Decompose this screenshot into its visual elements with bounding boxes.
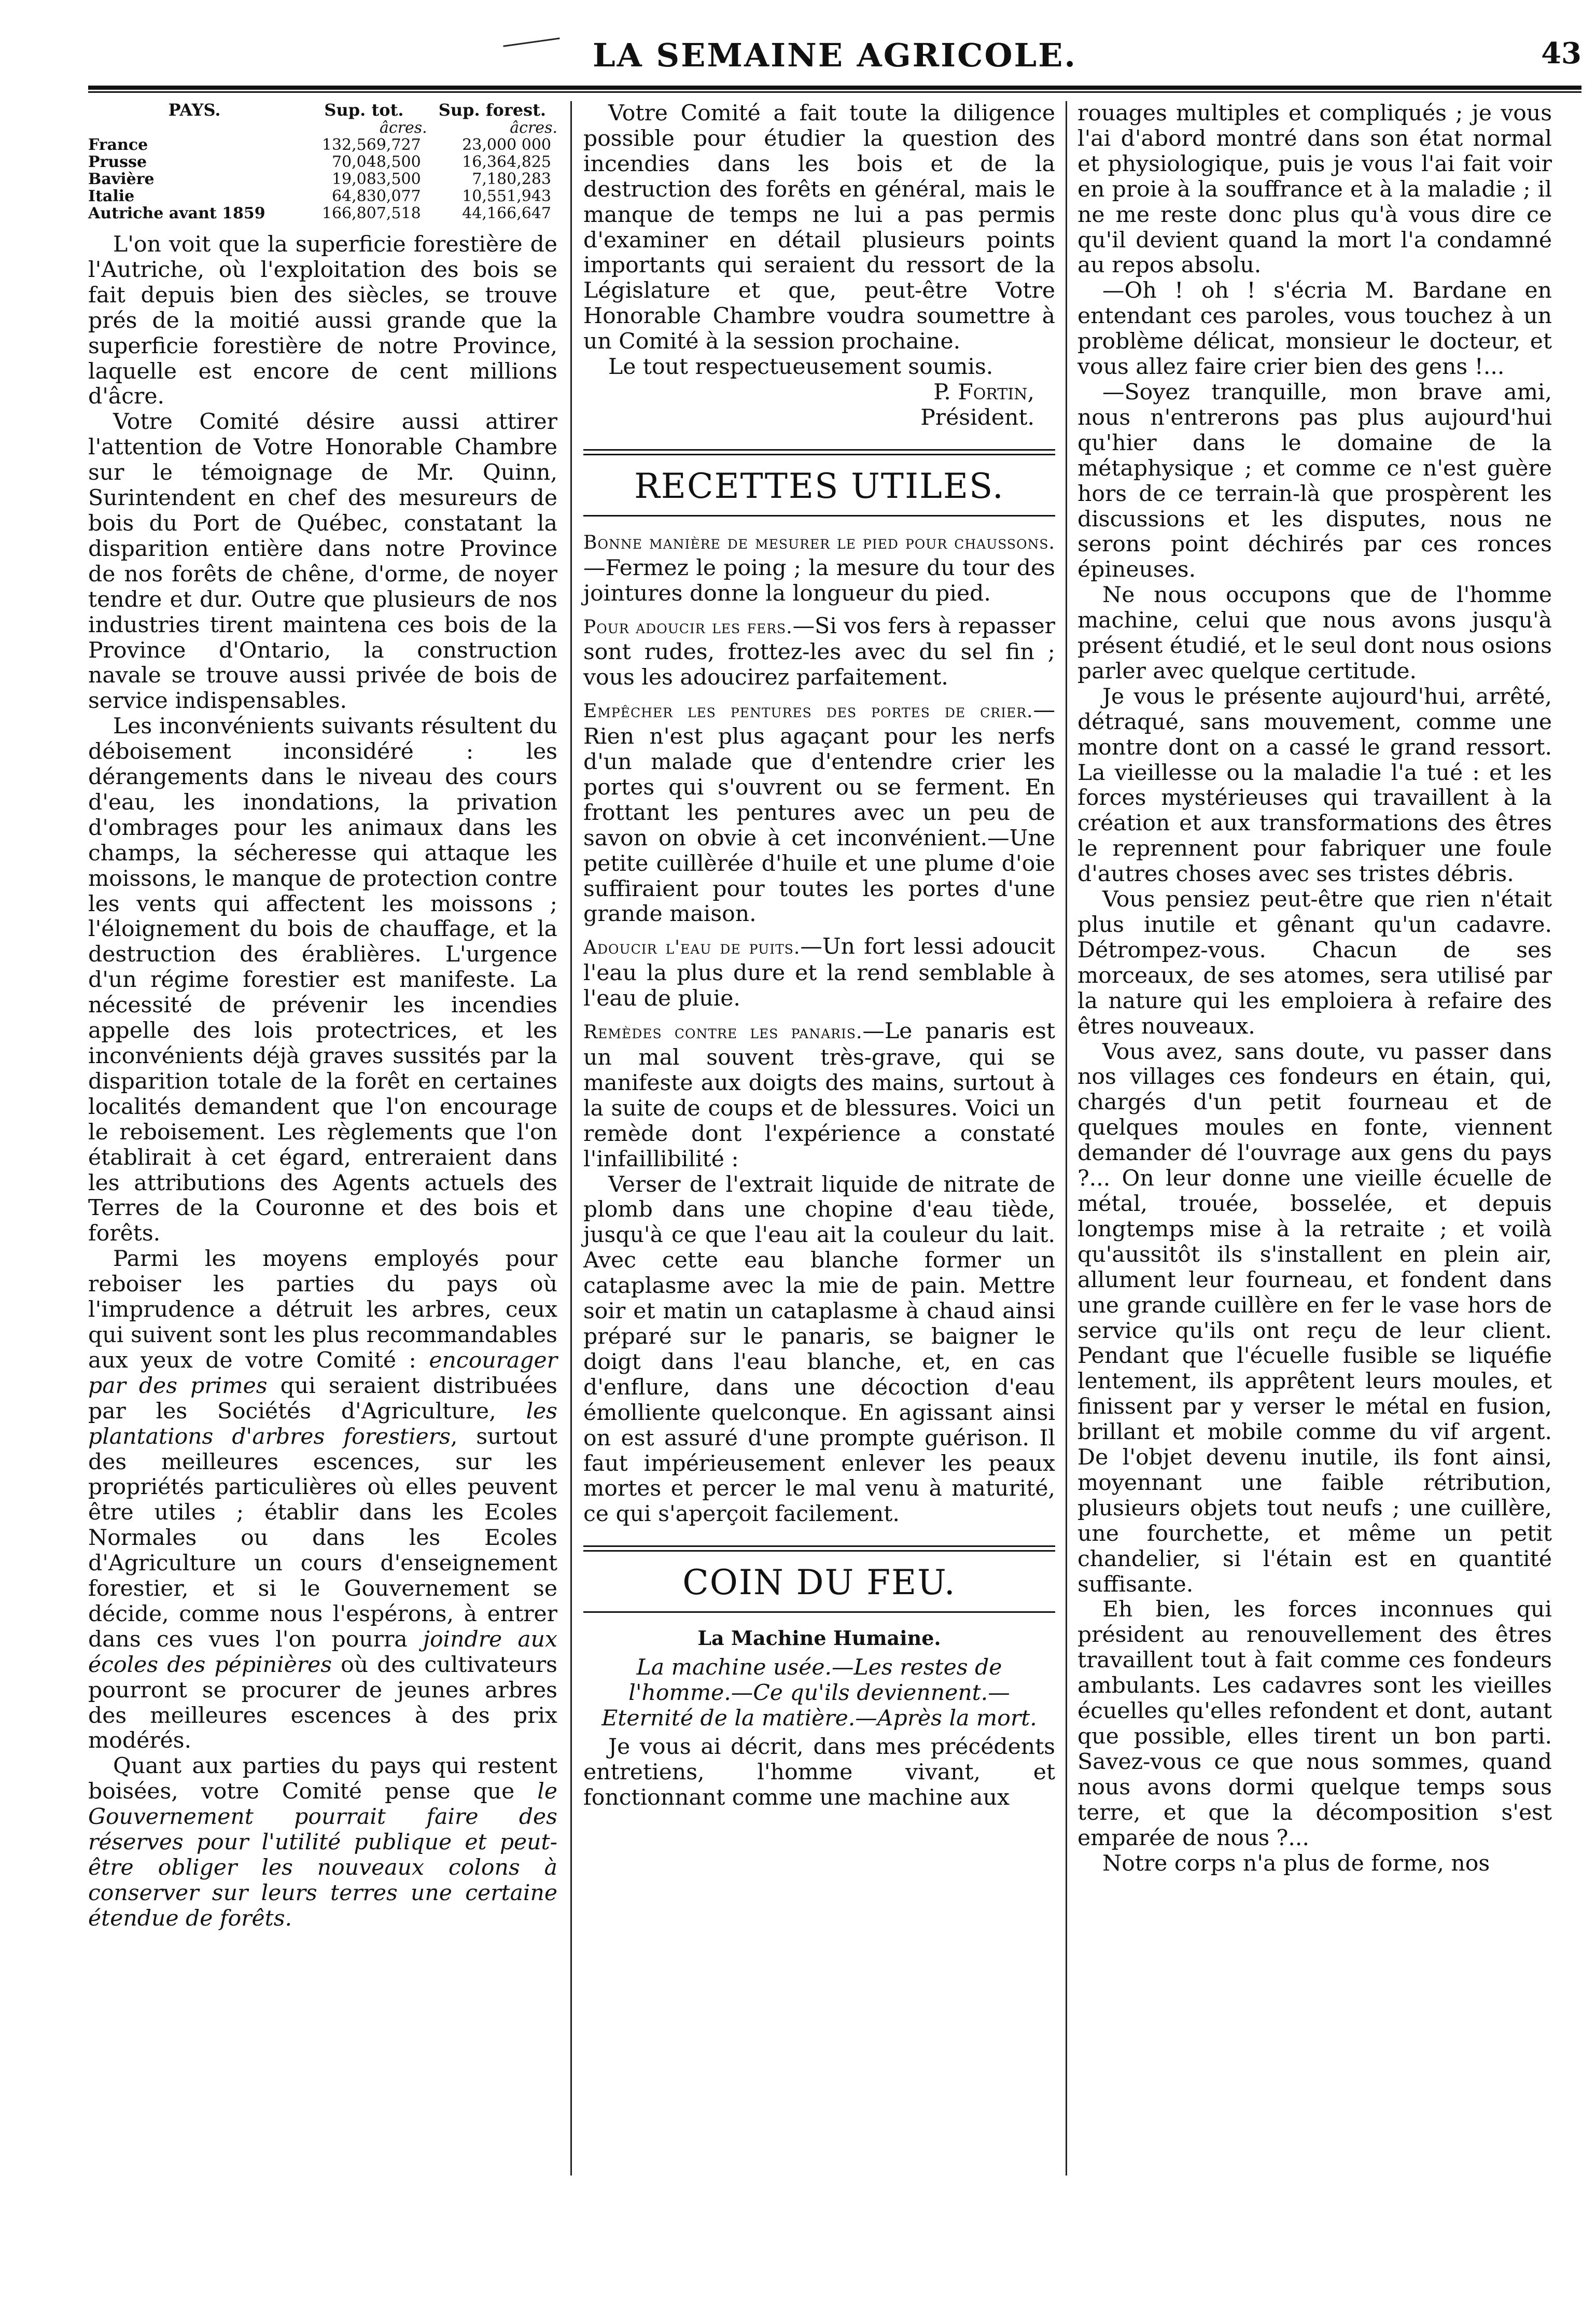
table-row: Bavière 19,083,500 7,180,283 (88, 170, 551, 188)
paragraph: Vous avez, sans doute, vu passer dans nos villages ces fondeurs en étain, qui, chargés d'un petit fourneau et de quelques moules en fonte, viennent demander dé l'ouvrage aux gens du pays ?... On leur donne une vieille écuelle de métal, trouée, bosselée, et depuis longtemps mise à la retraite ; et voilà qu'aussitôt ils s'installent en plein air, allument leur fourneau, et fondent dans une grande cuillère en fer le vase hors de service qu'ils ont reçu de leur client. Pendant que l'écuelle fusible se liquéfie lentement, ils apprêtent leurs moules, et finissent par y verser le métal en fusion, brillant et mobile comme du vif argent. De l'objet devenu inutile, ils font ainsi, moyennant une faible rétribution, plusieurs objets tout neufs ; une cuillère, une fourchette, et même un petit chandelier, si l'étain est en quantité suffisante. (1077, 1039, 1552, 1597)
unit-label: âcres. (510, 119, 557, 137)
section-underline (583, 515, 1055, 517)
paragraph: —Oh ! oh ! s'écria M. Bardane en entendant ces paroles, vous touchez à un problème délicat, monsieur le docteur, et vous allez faire crier bien des gens !... (1077, 278, 1552, 380)
recipe-heading: Bonne manière de mesurer le pied pour chaussons. (583, 532, 1055, 553)
column-3 (1077, 101, 1552, 1876)
story-summary: La machine usée.—Les restes de l'homme.—Ce qu'ils deviennent.—Eternité de la matière.—Après la mort. (601, 1655, 1037, 1731)
story-title: La Machine Humaine. (697, 1626, 941, 1650)
recipe-heading: Pour adoucir les fers. (583, 616, 793, 638)
paragraph: Le tout respectueusement soumis. (608, 354, 993, 380)
section-title-recettes: RECETTES UTILES. (634, 466, 1004, 506)
recipe-item: Bonne manière de mesurer le pied pour chaussons.—Fermez le poing ; la mesure du tour des jointures donne la longueur du pied. (583, 532, 1055, 606)
forest-surface-table (88, 101, 557, 222)
paragraph: Vous pensiez peut-être que rien n'était plus inutile et gênant qu'un cadavre. Détrompez-vous. Chacun de ses morceaux, de ses atomes, sera utilisé par la nature qui les emploiera à refaire des êtres nouveaux. (1077, 887, 1552, 1039)
section-underline (583, 1611, 1055, 1613)
recipe-item: Remèdes contre les panaris.—Le panaris est un mal souvent très-grave, qui se manifeste aux doigts des mains, surtout à la suite de coups et de blessures. Voici un remède dont l'expérience a constaté l'infaillibilité : (583, 1019, 1055, 1172)
column-divider (570, 101, 572, 2176)
signatory-name: P. Fortin, (933, 379, 1034, 405)
recipe-item: Pour adoucir les fers.—Si vos fers à repasser sont rudes, frottez-les avec du sel fin ; vous les adoucirez parfaitement. (583, 613, 1055, 691)
paragraph: Les inconvénients suivants résultent du déboisement inconsidéré : les dérangements dans le niveau des cours d'eau, les inondations, la privation d'ombrages pour les animaux dans les champs, la sécheresse qui attaque les moissons, le manque de protection contre les vents qui affectent les moissons ; l'éloignement du bois de chauffage, et la destruction des érablières. L'urgence d'un régime forestier est manifeste. La nécessité de prévenir les incendies appelle des lois protectrices, et les inconvénients déjà graves sussités par la disparition totale de la forêt en certaines localités demandent que l'on encourage le reboisement. Les règlements que l'on établirait à cet égard, entreraient dans les attributions des Agents actuels des Terres de la Couronne et des bois et forêts. (88, 714, 557, 1247)
paragraph: Parmi les moyens employés pour reboiser les parties du pays où l'imprudence a détruit les arbres, ceux qui suivent sont les plus recommandables aux yeux de votre Comité : encourager par des primes qui seraient distribuées par les Sociétés d'Agriculture, les plantations d'arbres forestiers, surtout des meilleures escences, sur les propriétés particulières où elles peuvent être utiles ; établir dans les Ecoles Normales ou dans les Ecoles d'Agriculture un cours d'enseignement forestier, et si le Gouvernement se décide, comme nous l'espérons, à entrer dans ces vues l'on pourra joindre aux écoles des pépinières où des cultivateurs pourront se procurer de jeunes arbres des meilleures escences à des prix modérés. (88, 1246, 557, 1754)
paragraph: L'on voit que la superficie forestière de l'Autriche, où l'exploitation des bois se fait depuis bien des siècles, se trouve prés de la moitié aussi grande que la superficie forestière de notre Province, laquelle est encore de cent millions d'âcre. (88, 232, 557, 410)
table-header: Sup. forest. (438, 100, 546, 120)
paragraph: —Soyez tranquille, mon brave ami, nous n'entrerons pas plus aujourd'hui qu'hier dans le domaine de la métaphysique ; et comme ce n'est guère hors de ce terrain-là que prospèrent les discussions et les disputes, nous ne serons point déchirés par ces ronces épineuses. (1077, 379, 1552, 583)
paragraph: Verser de l'extrait liquide de nitrate de plomb dans une chopine d'eau tiède, jusqu'à ce que l'eau ait la couleur du lait. Avec cette eau blanche former un cataplasme avec la mie de pain. Mettre soir et matin un cataplasme à chaud ainsi préparé sur le panaris, se baigner le doigt dans l'eau blanche, et, en cas d'enflure, dans une décoction d'eau émolliente quelconque. En agissant ainsi on est assuré d'une prompte guérison. Il faut impérieusement enlever les peaux mortes et percer le mal venu à maturité, ce qui s'aperçoit facilement. (583, 1172, 1055, 1527)
recipe-heading: Empêcher les pentures des portes de crier. (583, 701, 1033, 722)
paragraph: Votre Comité a fait toute la diligence possible pour étudier la question des incendies dans les bois et de la destruction des forêts en général, mais le manque de temps ne lui a pas permis d'examiner en détail plusieurs points importants qui seraient du ressort de la Législature et que, peut-être Votre Honorable Chambre voudra soumettre à un Comité à la session prochaine. (583, 101, 1055, 355)
header-rule-thick (88, 86, 1581, 90)
paragraph: Eh bien, les forces inconnues qui président au renouvellement des êtres travaillent tout à fait comme ces fondeurs ambulants. Les cadavres sont les vieilles écuelles qu'elles refondent et dont, autant que possible, elles tirent un bon parti. Savez-vous ce que nous sommes, quand nous avons dormi quelque temps sous terre, et que la décomposition s'est emparée de nous ?... (1077, 1597, 1552, 1851)
paragraph: Votre Comité désire aussi attirer l'attention de Votre Honorable Chambre sur le témoignage de Mr. Quinn, Surintendent en chef des mesureurs de bois du Port de Québec, constatant la disparition entière dans notre Province de nos forêts de chêne, d'orme, de noyer tendre et dur. Outre que plusieurs de nos industries tirent maintena ces bois de la Province d'Ontario, la construction navale se trouve aussi privée de bois de service indispensables. (88, 409, 557, 714)
page-number: 43 (1541, 36, 1581, 71)
paragraph: Je vous ai décrit, dans mes précédents entretiens, l'homme vivant, et fonctionnant comme une machine aux (583, 1734, 1055, 1810)
table-header: PAYS. (168, 100, 221, 120)
signatory-title: Président. (920, 405, 1034, 430)
column-2 (583, 101, 1055, 1811)
signature (583, 380, 1055, 431)
unit-label: âcres. (380, 119, 427, 137)
section-divider (583, 449, 1055, 455)
column-divider (1066, 101, 1067, 2176)
header-rule-thin (88, 91, 1581, 93)
table-row: Autriche avant 1859 166,807,518 44,166,647 (88, 204, 551, 222)
paragraph: Quant aux parties du pays qui restent boisées, votre Comité pense que le Gouvernement pourrait faire des réserves pour l'utilité publique et peut-être obliger les nouveaux colons à conserver sur leurs terres une certaine étendue de forêts. (88, 1753, 557, 1931)
recipe-item: Empêcher les pentures des portes de crier.—Rien n'est plus agaçant pour les nerfs d'un malade que d'entendre crier les portes qui s'ouvrent ou se ferment. En frottant les pentures avec un peu de savon on obvie à cet inconvénient.—Une petite cuillèrée d'huile et une plume d'oie suffiraient pour toutes les portes d'une grande maison. (583, 698, 1055, 927)
section-divider (583, 1545, 1055, 1552)
table-row: Italie 64,830,077 10,551,943 (88, 187, 551, 205)
table-row: France 132,569,727 23,000 000 (88, 136, 551, 154)
paragraph: Ne nous occupons que de l'homme machine, celui que nous avons jusqu'à présent étudié, et le seul dont nous osions parler avec quelque certitude. (1077, 582, 1552, 684)
page-header (88, 36, 1581, 83)
paragraph: Notre corps n'a plus de forme, nos (1102, 1850, 1490, 1876)
table-row: Prusse 70,048,500 16,364,825 (88, 153, 551, 171)
column-1 (88, 101, 557, 1932)
section-title-coin-du-feu: COIN DU FEU. (682, 1563, 956, 1603)
journal-title: LA SEMAINE AGRICOLE. (593, 36, 1077, 74)
paragraph: Je vous le présente aujourd'hui, arrêté, détraqué, sans mouvement, comme une montre dont on a cassé le grand ressort. La vieillesse ou la maladie l'a tué : et les forces mystérieuses qui travaillent à la création et aux transformations des êtres le reprennent pour fabriquer une foule d'autres choses avec ses tristes débris. (1077, 684, 1552, 887)
paragraph: rouages multiples et compliqués ; je vous l'ai d'abord montré dans son état normal et physiologique, puis je vous l'ai fait voir en proie à la souffrance et à la maladie ; il ne me reste donc plus qu'à vous dire ce qu'il devient quand la mort l'a condamné au repos absolu. (1077, 101, 1552, 278)
table-header: Sup. tot. (324, 100, 404, 120)
recipe-heading: Adoucir l'eau de puits. (583, 937, 801, 959)
recipe-heading: Remèdes contre les panaris. (583, 1022, 863, 1043)
recipe-item: Adoucir l'eau de puits.—Un fort lessi adoucit l'eau la plus dure et la rend semblable à l'eau de pluie. (583, 934, 1055, 1012)
